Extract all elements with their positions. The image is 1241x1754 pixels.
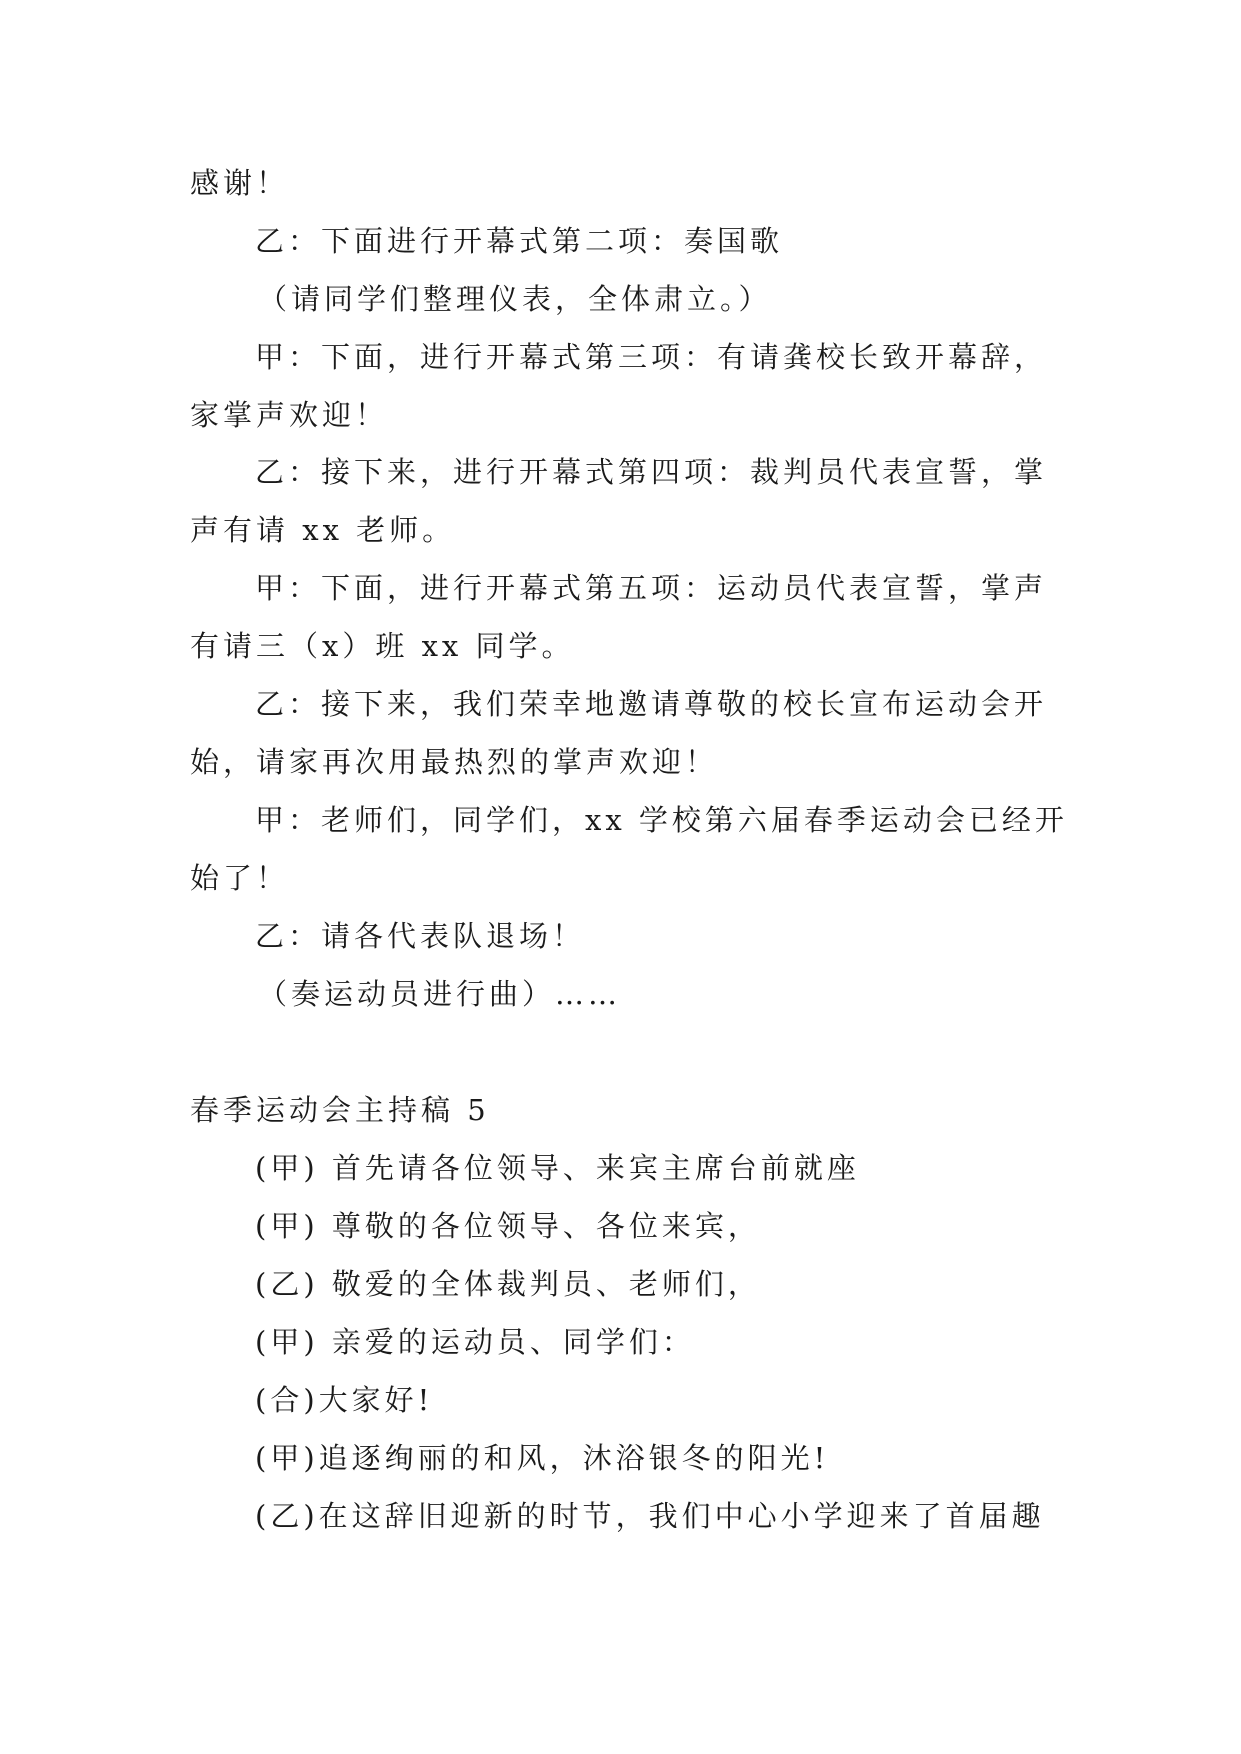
- text-line: (甲) 首先请各位领导、来宾主席台前就座: [255, 1151, 860, 1185]
- text-line: 声有请 xx 老师。: [190, 513, 456, 547]
- text-line: 感谢！: [190, 166, 290, 200]
- text-line: (乙) 敬爱的全体裁判员、老师们，: [255, 1267, 761, 1301]
- text-line: 有请三（x）班 xx 同学。: [190, 629, 575, 663]
- text-line: （请同学们整理仪表，全体肃立。）: [258, 282, 772, 316]
- text-line: 乙：下面进行开幕式第二项：奏国歌: [255, 224, 784, 258]
- text-line: 始，请家再次用最热烈的掌声欢迎！: [190, 745, 719, 779]
- text-line: (甲) 亲爱的运动员、同学们：: [255, 1325, 695, 1359]
- text-line: 家掌声欢迎！: [190, 398, 389, 432]
- text-line: 甲：下面，进行开幕式第三项：有请龚校长致开幕辞，: [255, 340, 1048, 374]
- text-line: （奏运动员进行曲）……: [258, 977, 622, 1011]
- text-line: 甲：下面，进行开幕式第五项：运动员代表宣誓，掌声: [255, 571, 1048, 605]
- text-line: 乙：请各代表队退场！: [255, 919, 586, 953]
- text-line: 甲：老师们，同学们，xx 学校第六届春季运动会已经开: [255, 803, 1068, 837]
- text-line: (合)大家好!: [255, 1383, 434, 1417]
- section-heading: 春季运动会主持稿 5: [190, 1093, 490, 1127]
- text-line: (乙)在这辞旧迎新的时节，我们中心小学迎来了首届趣: [255, 1499, 1045, 1533]
- text-line: 乙：接下来，我们荣幸地邀请尊敬的校长宣布运动会开: [255, 687, 1048, 721]
- text-line: (甲)追逐绚丽的和风，沐浴银冬的阳光!: [255, 1441, 830, 1475]
- text-line: (甲) 尊敬的各位领导、各位来宾，: [255, 1209, 761, 1243]
- text-line: 乙：接下来，进行开幕式第四项：裁判员代表宣誓，掌: [255, 455, 1048, 489]
- text-line: 始了！: [190, 861, 290, 895]
